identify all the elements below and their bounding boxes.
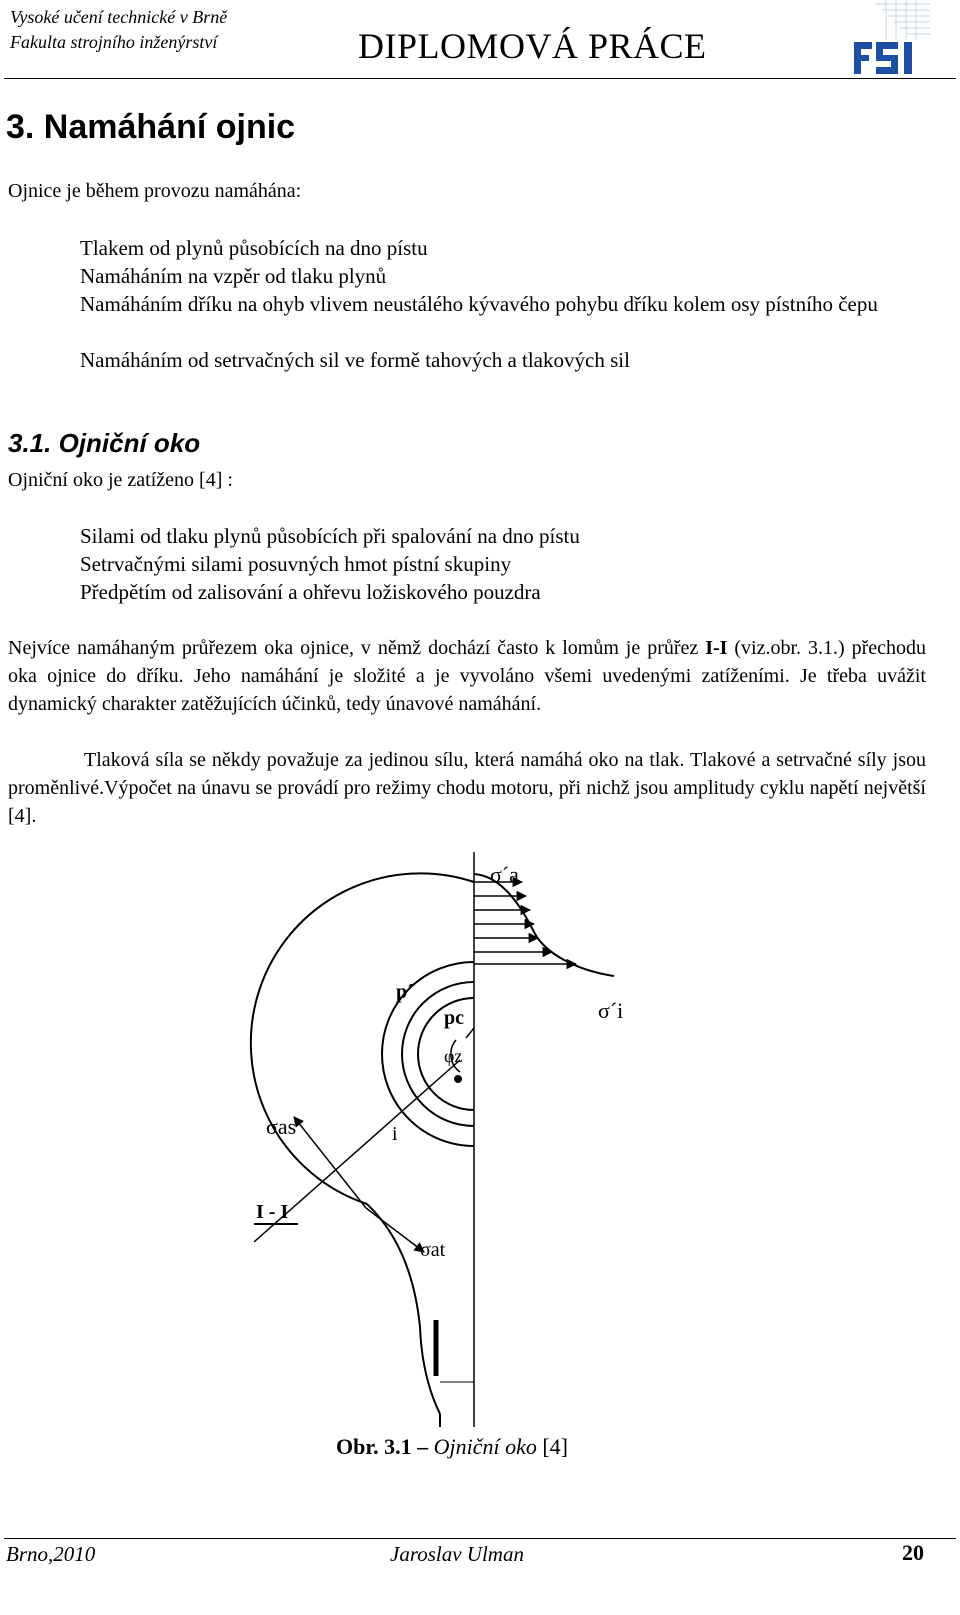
sigma-as-arrow <box>294 1117 366 1208</box>
figure-connecting-rod-eye <box>234 852 694 1432</box>
paragraph-critical-section-post: (viz.obr. 3.1.) přechodu oka ojnice do dříku. Jeho namáhání je složité a je vyvoláno všemi uvedenými zatíženími. Je třeba uvážit dynamický charakter zatěžujících účinků, tedy únavové namáhání. <box>8 637 927 715</box>
header-doc-type: DIPLOMOVÁ PRÁCE <box>358 26 707 66</box>
subsection-title: 3.1. Ojniční oko <box>8 428 201 458</box>
caption-title: Ojniční oko <box>433 1434 537 1459</box>
header-faculty: Fakulta strojního inženýrství <box>10 32 218 52</box>
header-rule <box>4 78 956 79</box>
caption-number: Obr. 3.1 <box>336 1434 412 1459</box>
eye-load-item-3: Předpětím od zalisování a ohřevu ložiskového pouzdra <box>80 580 541 604</box>
header-university: Vysoké učení technické v Brně <box>10 7 228 27</box>
label-i: i <box>392 1123 398 1145</box>
shank-fillet <box>367 1204 440 1414</box>
label-sigma-as: σas <box>266 1114 297 1139</box>
paragraph-fatigue: Tlaková síla se někdy považuje za jedinou sílu, která namáhá oko na tlak. Tlakové a setrvačné síly jsou proměnlivé.Výpočet na únavu se provádí pro režimy chodu motoru, při nichž jsou amplitudy cyklu napětí největší [4]. <box>8 749 926 827</box>
section-intro: Ojnice je během provozu namáhána: <box>8 180 302 202</box>
pc-pointer <box>466 1028 474 1038</box>
figure-drawing <box>234 852 694 1432</box>
footer-place-year: Brno,2010 <box>6 1542 96 1566</box>
paragraph-critical-section <box>8 634 926 718</box>
sigma-at-arrow <box>366 1208 424 1252</box>
section-title: 3. Namáhání ojnic <box>6 108 296 146</box>
fsi-logo <box>846 0 930 78</box>
eye-load-item-2: Setrvačnými silami posuvných hmot pístní skupiny <box>80 552 512 576</box>
load-item-2: Namáháním na vzpěr od tlaku plynů <box>80 264 387 288</box>
load-item-1: Tlakem od plynů působících na dno pístu <box>80 236 428 260</box>
paragraph-critical-section-pre: Nejvíce namáhaným průřezem oka ojnice, v němž dochází často k lomům je průřez <box>8 637 706 659</box>
fsi-logo-graphic <box>846 0 930 78</box>
label-pc: pc <box>444 1007 464 1029</box>
label-sigma-i: σ´i <box>598 998 624 1023</box>
caption-dash: – <box>411 1434 434 1459</box>
label-phi: φz <box>444 1046 463 1066</box>
subsection-intro: Ojniční oko je zatíženo [4] : <box>8 469 233 491</box>
label-p: p´ <box>396 981 414 1003</box>
footer-page-number: 20 <box>902 1540 924 1565</box>
caption-reference: [4] <box>536 1434 569 1459</box>
pole-point <box>455 1076 461 1082</box>
label-section-mark: I - I <box>256 1201 289 1223</box>
load-item-3: Namáháním dříku na ohyb vlivem neustálého kývavého pohybu dříku kolem osy pístního čepu <box>80 292 878 316</box>
figure-caption <box>336 1434 568 1460</box>
section-ref-bold: I-I <box>705 637 728 659</box>
eye-load-item-1: Silami od tlaku plynů působících při spalování na dno pístu <box>80 524 580 548</box>
label-sigma-at: σat <box>420 1239 446 1261</box>
outer-contour <box>251 873 474 1204</box>
footer-rule <box>4 1538 956 1539</box>
bushing-middle <box>402 982 474 1126</box>
label-sigma-a: σ´a <box>490 862 519 887</box>
load-item-4: Namáháním od setrvačných sil ve formě tahových a tlakových sil <box>80 348 630 372</box>
stress-curve <box>474 874 614 976</box>
footer-author: Jaroslav Ulman <box>390 1542 524 1566</box>
